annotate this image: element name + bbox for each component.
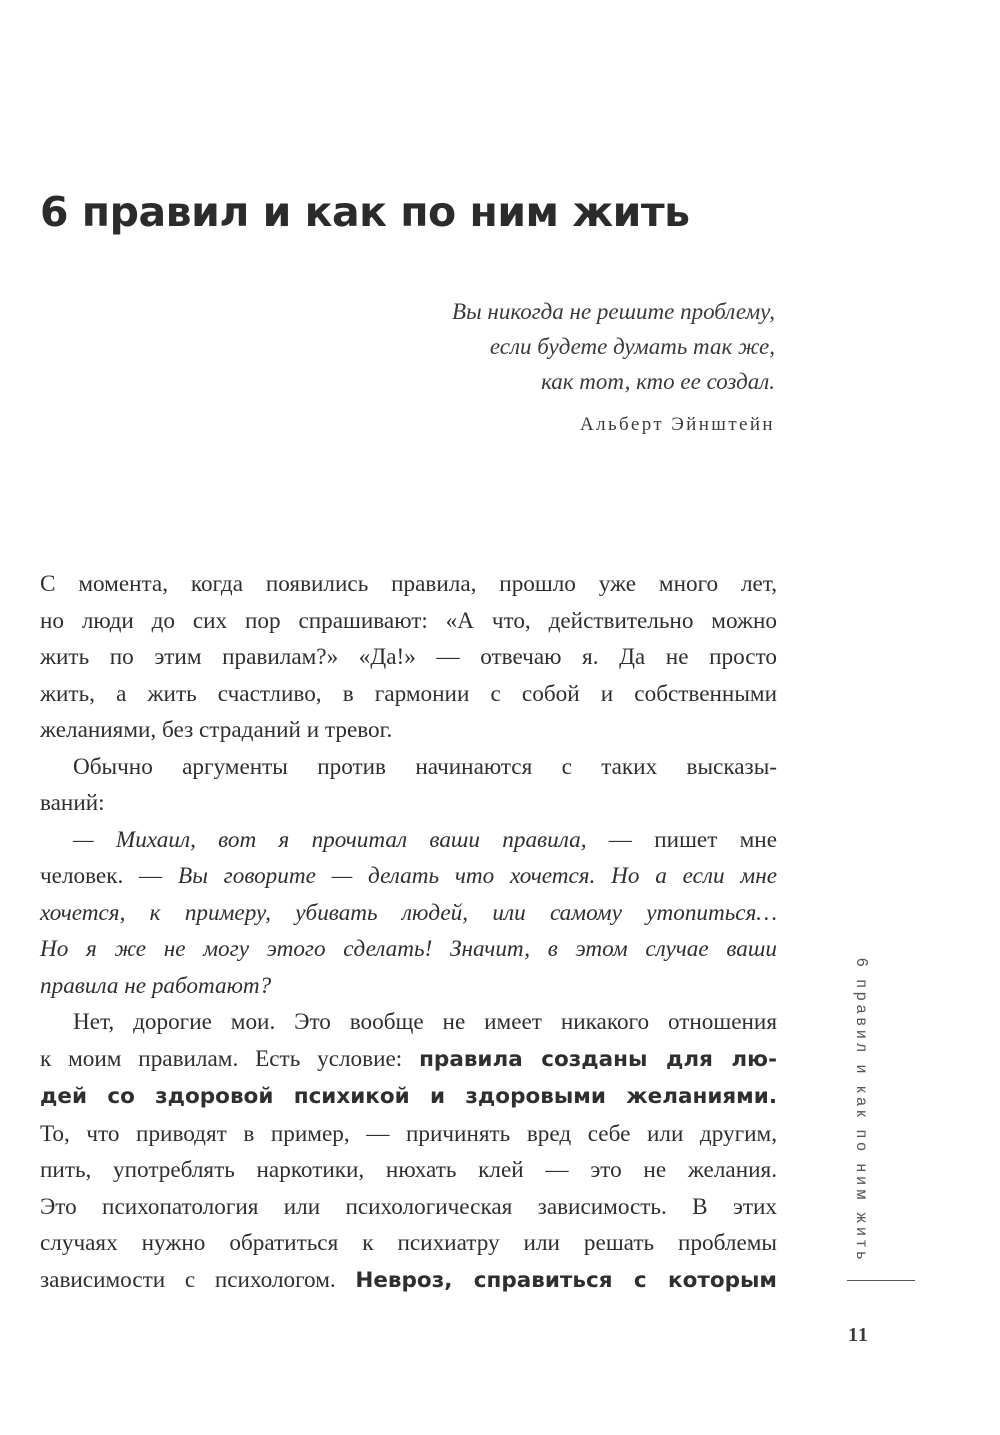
text-line: ваний: — [40, 790, 105, 816]
epigraph-line: если будете думать так же, — [489, 334, 775, 359]
bold-text: Невроз, справиться с которым — [355, 1267, 777, 1293]
text-line — [40, 1078, 777, 1116]
text-line: Это психопатология или психологическая зависимость. В этих — [40, 1193, 777, 1220]
text-line — [40, 1041, 777, 1079]
text-line — [40, 858, 777, 895]
text-line: но люди до сих пор спрашивают: «А что, действительно можно — [40, 607, 777, 634]
footer-rule — [847, 1280, 915, 1281]
body-text — [40, 566, 777, 1299]
running-header: 6 правил и как по ним жить — [853, 958, 870, 1264]
epigraph-author: Альберт Эйнштейн — [579, 414, 775, 435]
text-line: Нет, дорогие мои. Это вообще не имеет никакого отношения — [73, 1009, 777, 1035]
regular-text: к моим правилам. Есть условие: — [40, 1045, 420, 1072]
text-line: желаниями, без страданий и тревог. — [40, 717, 393, 743]
text-line: жить по этим правилам?» «Да!» — отвечаю я. Да не просто — [40, 644, 777, 670]
chapter-title: 6 правил и как по ним жить — [40, 188, 690, 236]
text-line — [40, 895, 777, 932]
regular-text: человек. — — [40, 863, 179, 889]
regular-text: — пишет мне — [586, 826, 777, 853]
italic-text: Вы говорите — делать что хочется. Но а если мне — [178, 863, 777, 889]
epigraph — [452, 294, 775, 399]
italic-text: хочется, к примеру, убивать людей, или самому утопиться… — [40, 899, 777, 926]
bold-text: правила созданы для лю- — [419, 1046, 777, 1072]
text-line: жить, а жить счастливо, в гармонии с собой и собственными — [40, 680, 777, 707]
page-number: 11 — [848, 1324, 869, 1346]
text-line: случаях нужно обратиться к психиатру или решать проблемы — [40, 1230, 777, 1256]
italic-text: Но я же не могу этого сделать! Значит, в этом случае ваши — [40, 936, 777, 962]
text-line — [40, 931, 777, 968]
bold-text: дей со здоровой психикой и здоровыми желаниями. — [40, 1084, 777, 1109]
text-line — [40, 1262, 777, 1300]
text-line — [40, 822, 777, 859]
italic-text: правила не работают? — [40, 972, 272, 999]
regular-text: зависимости с психологом. — [40, 1266, 356, 1293]
italic-text: — Михаил, вот я прочитал ваши правила, — [73, 826, 587, 853]
text-line: То, что приводят в пример, — причинять вред себе или другим, — [40, 1120, 777, 1147]
text-line: С момента, когда появились правила, прошло уже много лет, — [40, 571, 777, 597]
epigraph-line: Вы никогда не решите проблему, — [452, 299, 775, 324]
epigraph-line: как тот, кто ее создал. — [541, 369, 775, 394]
text-line — [40, 968, 777, 1005]
text-line: Обычно аргументы против начинаются с таких высказы- — [73, 753, 777, 780]
text-line: пить, употреблять наркотики, нюхать клей — это не желания. — [40, 1157, 777, 1183]
